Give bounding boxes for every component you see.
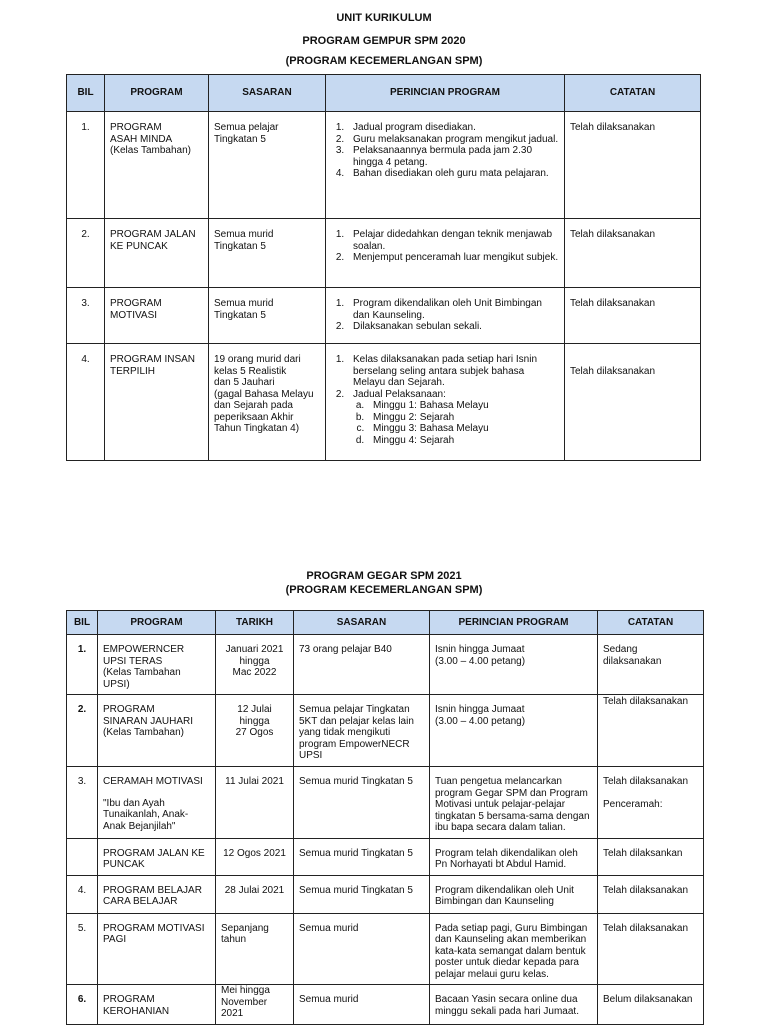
row-sasaran: Semua murid Tingkatan 5 [299,776,413,787]
row-tarikh: 11 Julai 2021 [225,776,284,787]
row-program: PROGRAM JALAN KE PUNCAK [103,847,205,870]
program-title: CERAMAH MOTIVASI [103,776,203,787]
row-bil: 4. [81,354,90,365]
perincian-item: 1. Program dikendalikan oleh Unit Bimbingan dan Kaunseling. [347,298,559,321]
row-bil [67,839,97,852]
row-perincian: Isnin hingga Jumaat (3.00 – 4.00 petang) [435,704,526,727]
row-sasaran: Semua murid [299,994,359,1005]
table-row [67,695,704,767]
perincian-item: 2. Menjemput penceramah luar mengikut subjek. [347,252,559,264]
row-bil: 5. [77,922,87,934]
row-sasaran: Semua murid [299,922,359,934]
perincian-item: 1. Kelas dilaksanakan pada setiap hari Isnin berselang seling antara subjek bahasa Melayu dan Sejarah. [347,354,559,389]
row-sasaran: Semua murid Tingkatan 5 [299,847,413,859]
table-row [67,288,701,344]
row-perincian [326,219,564,268]
row-program: PROGRAM JALAN KE PUNCAK [110,229,196,252]
perincian-item [347,389,559,447]
row-sasaran: Semua pelajar Tingkatan 5 [214,122,279,145]
schedule-item: c. Minggu 3: Bahasa Melayu [367,423,559,435]
doc-title-program: PROGRAM GEMPUR SPM 2020 [302,35,466,47]
header-bil: BIL [67,75,105,112]
doc-title-unit: UNIT KURIKULUM [336,12,432,24]
gempur-program-table [66,74,701,461]
row-catatan [598,767,703,814]
header-program: PROGRAM [98,611,216,635]
row-sasaran: Semua murid Tingkatan 5 [214,298,274,321]
header-catatan: CATATAN [565,75,701,112]
row-bil: 2. [81,229,90,240]
row-program: EMPOWERNCER UPSI TERAS (Kelas Tambahan UPSI) [103,644,185,690]
row-program: PROGRAM MOTIVASI PAGI [103,922,205,945]
row-tarikh: Mei hingga November 2021 [221,985,270,1019]
row-bil: 3. [81,298,90,309]
catatan-status: Telah dilaksanakan [603,776,689,787]
doc-subtitle: (PROGRAM KECEMERLANGAN SPM) [285,55,483,67]
table-row [67,985,704,1025]
section-title-gegar: PROGRAM GEGAR SPM 2021 [306,570,462,582]
header-tarikh: TARIKH [216,611,294,635]
row-perincian: Pada setiap pagi, Guru Bimbingan dan Kaunseling akan memberikan kata-kata semangat dalam bentuk poster untuk diedar kepada para pelajar melaui guru kelas. [435,922,588,980]
row-tarikh: 28 Julai 2021 [224,884,285,896]
row-catatan: Telah dilaksanakan [603,884,689,896]
section-subtitle-gegar: (PROGRAM KECEMERLANGAN SPM) [285,584,483,596]
row-program: PROGRAM INSAN TERPILIH [110,354,196,377]
row-catatan: Telah dilaksanakan [570,122,656,133]
row-bil: 6. [77,994,87,1005]
row-perincian: Tuan pengetua melancarkan program Gegar SPM dan Program Motivasi untuk pelajar-pelajar tingkatan 5 bersama-sama dengan ibu bapa secara dalam talian. [435,776,590,833]
header-catatan: CATATAN [598,611,704,635]
perincian-item: 2. Dilaksanakan sebulan sekali. [347,321,559,333]
schedule-item: a. Minggu 1: Bahasa Melayu [367,400,559,412]
perincian-item: 1. Pelajar didedahkan dengan teknik menjawab soalan. [347,229,559,252]
row-program: PROGRAM MOTIVASI [110,298,162,321]
header-bil: BIL [67,611,98,635]
schedule-item: b. Minggu 2: Sejarah [367,412,559,424]
row-catatan: Telah dilaksanakan [570,298,656,309]
row-catatan: Belum dilaksanakan [603,994,693,1005]
header-sasaran: SASARAN [209,75,326,112]
table-row [67,112,701,219]
row-perincian: Program dikendalikan oleh Unit Bimbingan dan Kaunseling [435,884,574,907]
row-sasaran: Semua pelajar Tingkatan 5KT dan pelajar kelas lain yang tidak mengikuti program EmpowerNECR UPSI [299,704,414,761]
row-bil: 1. [77,644,87,655]
header-sasaran: SASARAN [294,611,430,635]
row-program [98,767,215,836]
row-catatan: Telah dilaksanakan [570,366,656,377]
row-bil: 3. [77,776,87,787]
row-catatan: Telah dilaksanakan [603,696,689,707]
row-catatan: Telah dilaksanakan [603,922,689,934]
row-perincian: Bacaan Yasin secara online dua minggu sekali pada hari Jumaat. [435,994,579,1017]
row-perincian: Isnin hingga Jumaat (3.00 – 4.00 petang) [435,644,526,667]
header-perincian: PERINCIAN PROGRAM [430,611,598,635]
row-perincian: Program telah dikendalikan oleh Pn Norhayati bt Abdul Hamid. [435,847,578,870]
row-tarikh: Sepanjang tahun [221,922,269,945]
schedule-item: d. Minggu 4: Sejarah [367,435,559,447]
row-tarikh: Januari 2021 hingga Mac 2022 [225,644,284,678]
row-perincian [326,112,564,184]
header-perincian: PERINCIAN PROGRAM [326,75,565,112]
row-tarikh: 12 Ogos 2021 [223,847,286,859]
row-bil: 1. [81,122,90,133]
row-sasaran: 19 orang murid dari kelas 5 Realistik dan 5 Jauhari (gagal Bahasa Melayu dan Sejarah pada peperiksaan Akhir Tahun Tingkatan 4) [214,354,314,434]
row-tarikh: 12 Julai hingga 27 Ogos [235,704,274,738]
table-row [67,344,701,461]
row-catatan: Sedang dilaksanakan [603,644,662,667]
header-program: PROGRAM [105,75,209,112]
row-catatan: Telah dilaksankan [603,847,683,859]
row-perincian [326,288,564,337]
row-bil: 2. [77,704,87,715]
row-bil: 4. [77,884,87,896]
row-sasaran: Semua murid Tingkatan 5 [214,229,274,252]
table-header-row [67,75,701,112]
table-row [67,635,704,695]
table-header-row [67,611,704,635]
row-catatan: Telah dilaksanakan [570,229,656,240]
table-row [67,913,704,985]
perincian-item: 2. Guru melaksanakan program mengikut jadual. [347,134,559,146]
row-program: PROGRAM BELAJAR CARA BELAJAR [103,884,202,907]
row-sasaran: Semua murid Tingkatan 5 [299,884,413,896]
table-row [67,219,701,288]
program-quote: "Ibu dan Ayah Tunaikanlah, Anak- Anak Bejanjilah" [103,797,189,832]
perincian-item: 3. Pelaksanaannya bermula pada jam 2.30 hingga 4 petang. [347,145,559,168]
catatan-speaker-label: Penceramah: [603,798,663,810]
gegar-program-table [66,610,704,1025]
table-row [67,838,704,875]
row-program: PROGRAM ASAH MINDA (Kelas Tambahan) [110,122,191,156]
perincian-item: 4. Bahan disediakan oleh guru mata pelajaran. [347,168,559,180]
row-perincian [326,344,564,450]
row-sasaran: 73 orang pelajar B40 [299,644,392,655]
table-row [67,875,704,913]
row-program: PROGRAM SINARAN JAUHARI (Kelas Tambahan) [103,704,194,738]
row-program: PROGRAM KEROHANIAN [103,994,170,1017]
table-row [67,767,704,839]
perincian-item-text: Jadual Pelaksanaan: [353,388,446,400]
perincian-item: 1. Jadual program disediakan. [347,122,559,134]
